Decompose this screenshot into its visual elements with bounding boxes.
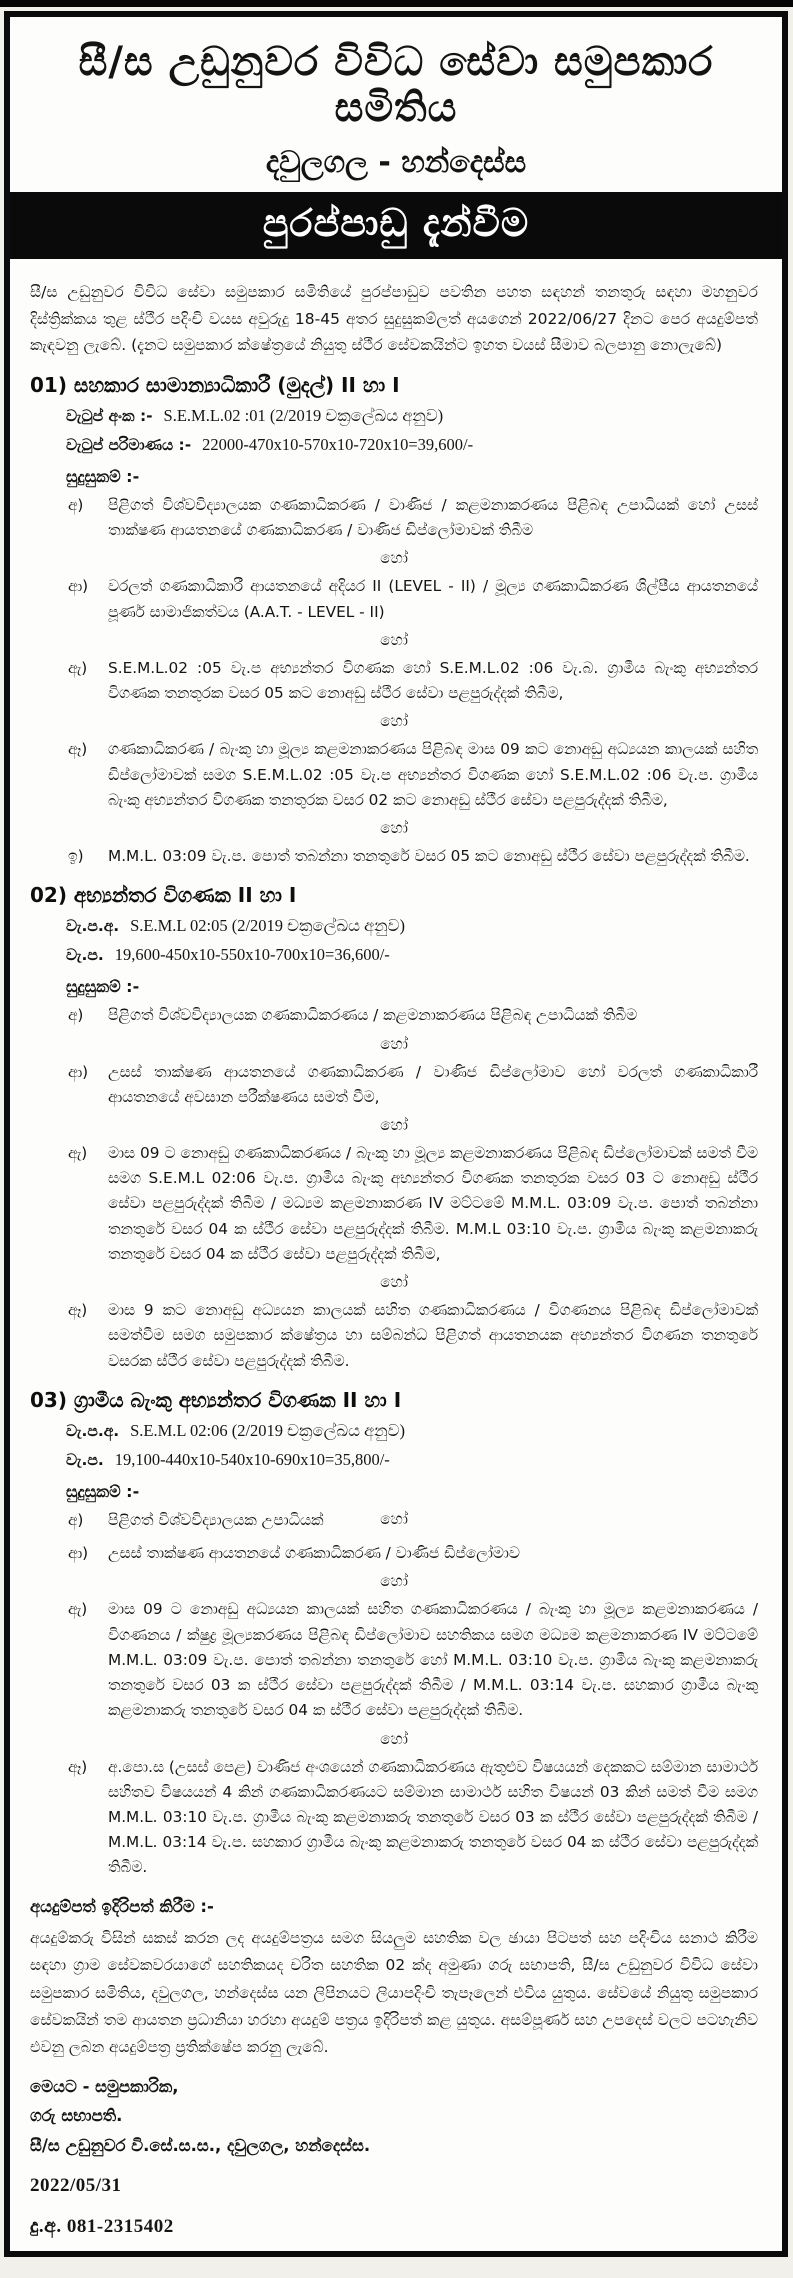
qualification-item — [68, 1541, 758, 1566]
vacancy-banner: පුරප්පාඩු දැන්වීම — [10, 192, 782, 259]
signature-line-2: ගරු සභාපති. — [30, 2106, 123, 2126]
salary-code-value: S.E.M.L 02:05 (2/2019 චක්‍රලේඛය අනුව) — [130, 916, 405, 936]
qual-letter: ඇ) — [68, 1144, 88, 1163]
qual-letter: ඈ) — [68, 740, 88, 759]
qualification-item — [68, 844, 758, 869]
position-heading: 02) අභ්‍යන්තර විගණක II හා I — [30, 883, 297, 908]
qual-letter: ආ) — [68, 1062, 89, 1081]
qual-text: අ.පො.ස (උසස් පෙළ) වාණිජ අංශයෙන් ගණකාධිකරණය ඇතුළුව විෂයයන් දෙකකට සම්මාන සාමාර්ථ සහිතව විෂයයන් 4 කින් ගණකාධිකරණයට සම්මාන සාමාර්ථ සහිත විෂයන් 03 කින් සමත් වීම සමග M.M.L. 03:10 වැ.ප. ග්‍රාමීය බැංකු කළමනාකරු තනතුරේ වසර 03 ක ස්ථීර සේවා පළපුරුද්දක් තිබීම / M.M.L. 03:14 වැ.ප. සහකාර ග්‍රාමීය බැංකු කළමනාකරු තනතුරේ වසර 04 ක ස්ථීර සේවා පළපුරුද්දක් තිබීම. — [108, 1757, 758, 1877]
top-black-strip — [0, 0, 793, 7]
qual-text: මාස 9 කට නොඅඩු අධ්‍යයන කාලයක් සහිත ගණකාධිකරණය / විගණනය පිළිබඳ ඩිප්ලෝමාවක් සමත්වීම සමග සමුපකාර ක්ෂේත්‍රය හා සම්බන්ධ පිළිගත් ආයතනයක අභ්‍යන්තර විගණන තනතුරේ වසරක ස්ථීර සේවා පළපුරුද්දක් තිබීම. — [108, 1301, 758, 1370]
position-section-2 — [30, 883, 758, 1374]
position-heading: 01) සහකාර සාමාන්‍යාධිකාරී (මුදල්) II හා I — [30, 372, 400, 397]
salary-code-row — [66, 406, 758, 426]
salary-scale-label: වැ.ප. — [66, 946, 104, 965]
or-separator: හෝ — [380, 549, 408, 568]
qual-letter: ඉ) — [68, 847, 84, 866]
intro-paragraph: සී/ස උඩුනුවර විවිධ සේවා සමුපකාර සමිතියේ පුරප්පාඩුව පවතින පහත සඳහන් තනතුරු සඳහා මහනුවර දිස්ත්‍රික්කය තුළ ස්ථීර පදිංචි වයස අවුරුදු 18-45 අතර සුදුසුකම්ලත් අයගෙන් 2022/06/27 දිනට පෙර අයදුම්පත් කැඳවනු ලැබේ. (දැනට සමුපකාර ක්ෂේත්‍රයේ නියුතු ස්ථීර සේවකයින්ට ඉහත වයස් සීමාව බලපානු නොලැබේ) — [30, 283, 758, 355]
organization-location: දවුලගල - හන්දෙස්ස — [265, 145, 527, 180]
application-paragraph: අයදුම්කරු විසින් සකස් කරන ලද අයදුම්පත්‍රය සමග සියලුම සහතික වල ඡායා පිටපත් සහ පදිංචිය සනාථ කිරීම සඳහා ග්‍රාම සේවකවරයාගේ සහතිකයද චරිත සහතික 02 ක්ද අමුණා ගරු සභාපති, සී/ස උඩුනුවර විවිධ සේවා සමුපකාර සමිතිය, දවුලගල, හන්දෙස්ස යන ලිපිනයට ලියාපදිංචි තැපෑලෙන් එවිය යුතුය. සේවයේ නියුතු සමුපකාර සේවකයින් තම ආයතන ප්‍රධානියා හරහා අයදුම් පත්‍රය ඉදිරිපත් කළ යුතුය. අසම්පූර්ණ සහ උපදෙස් වලට පටහැනිව එවනු ලබන අයදුම්පත්‍ර ප්‍රතික්ෂේප කරනු ලැබේ. — [30, 1928, 758, 2057]
qualification-item — [68, 1060, 758, 1110]
qualification-item — [68, 1755, 758, 1881]
signature-line-1: මෙයට - සමුපකාරික, — [30, 2076, 179, 2096]
qualifications-label: සුදුසුකම් :- — [66, 466, 140, 486]
salary-scale-value: 19,600-450x10-550x10-700x10=36,600/- — [114, 945, 390, 965]
qualification-item — [68, 1597, 758, 1723]
qual-letter: ඇ) — [68, 1600, 88, 1619]
qual-letter: ආ) — [68, 1544, 89, 1563]
qual-text: පිළිගත් විශ්වවිද්‍යාලයක උපාධියක් — [108, 1510, 324, 1529]
qual-letter: අ) — [68, 1510, 84, 1529]
qual-text: M.M.L. 03:09 වැ.ප. පොත් තබන්නා තනතුරේ වසර 05 කට නොඅඩු ස්ථීර සේවා පළපුරුද්දක් තිබීම. — [108, 847, 750, 866]
salary-code-value: S.E.M.L.02 :01 (2/2019 චක්‍රලේඛය අනුව) — [163, 405, 444, 425]
or-separator: හෝ — [380, 819, 408, 838]
salary-scale-value: 19,100-440x10-540x10-690x10=35,800/- — [114, 1449, 390, 1469]
qualification-item — [68, 493, 758, 543]
qual-letter: අ) — [68, 1006, 84, 1025]
or-separator: හෝ — [380, 1034, 408, 1053]
salary-scale-row — [66, 435, 758, 455]
qualification-item — [68, 737, 758, 813]
or-separator: හෝ — [380, 1572, 408, 1591]
salary-code-row — [66, 1421, 758, 1441]
organization-name: සී/ස උඩුනුවර විවිධ සේවා සමුපකාර සමිතිය — [78, 39, 714, 131]
qual-text: මාස 09 ට නොඅඩු අධ්‍යයන කාලයක් සහිත ගණකාධිකරණය / බැංකු හා මූල්‍ය කළමනාකරණය / විගණනය / ක්ෂුද්‍ර මූල්‍යකරණය පිළිබඳ ඩිප්ලෝමාව සහතිකය සමග මධ්‍යම කළමනාකරණ IV මට්ටමේ M.M.L. 03:09 වැ.ප. පොත් තබන්නා තනතුරේ හෝ M.M.L. 03:10 වැ.ප. ග්‍රාමීය බැංකු කළමනාකරු තනතුරේ වසර 03 ක ස්ථීර සේවා පළපුරුද්දක් තිබීම / M.M.L. 03:14 වැ.ප. සහකාර ග්‍රාමීය බැංකු කළමනාකරු තනතුරේ වසර 04 ක ස්ථීර සේවා පළපුරුද්දක් තිබීම. — [108, 1600, 758, 1720]
or-separator: හෝ — [380, 1729, 408, 1748]
position-heading: 03) ග්‍රාමීය බැංකු අභ්‍යන්තර විගණක II හා I — [30, 1387, 402, 1412]
qual-text: පිළිගත් විශ්වවිද්‍යාලයක ගණකාධිකරණය / කළමනාකරණය පිළිබඳ උපාධියක් තිබීම — [108, 1006, 638, 1025]
or-separator: හෝ — [380, 630, 408, 649]
qual-text: උසස් තාක්ෂණ ආයතනයේ ගණකාධිකරණ / වාණිජ ඩිප්ලෝමාව හෝ වරලත් ගණකාධිකාරී ආයතනයේ අවසාන පරීක්ෂණය සමත් වීම, — [108, 1062, 758, 1106]
salary-code-label: වැ.ප.අ. — [66, 917, 120, 936]
salary-scale-label: වැ.ප. — [66, 1450, 104, 1469]
qual-text: මාස 09 ට නොඅඩු ගණකාධිකරණය / බැංකු හා මූල්‍ය කළමනාකරණය පිළිබඳ ඩිප්ලෝමාවක් සමත් වීම සමග S.E.M.L 02:06 වැ.ප. ග්‍රාමීය බැංකු අභ්‍යන්තර විගණක තනතුරක වසර 03 ට නොඅඩු ස්ථීර සේවා පළපුරුද්දක් තිබීම / මධ්‍යම කළමනාකරණ IV මට්ටමේ M.M.L. 03:09 වැ.ප. පොත් තබන්නා තනතුරේ වසර 04 ක ස්ථීර සේවා පළපුරුද්දක් තිබීම. M.M.L 03:10 වැ.ප. ග්‍රාමීය බැංකු කළමනාකරු තනතුරේ වසර 04 ක ස්ථීර සේවා පළපුරුද්දක් තිබීම, — [108, 1144, 758, 1263]
qual-letter: ඇ) — [68, 658, 88, 677]
qualification-item — [68, 1003, 758, 1028]
qual-letter: ඈ) — [68, 1301, 88, 1320]
salary-scale-label: වැටුප් පරිමාණය :- — [66, 435, 192, 454]
qualification-item — [68, 656, 758, 706]
qual-text: ගණකාධිකරණ / බැංකු හා මූල්‍ය කළමනාකරණය පිළිබඳ මාස 09 කට නොඅඩු අධ්‍යයන කාලයක් සහිත ඩිප්ලෝමාවක් සමග S.E.M.L.02 :05 වැ.ප අභ්‍යන්තර විගණක හෝ S.E.M.L.02 :06 වැ.ප. ග්‍රාමීය බැංකු අභ්‍යන්තර විගණක තනතුරක වසර 02 කට නොඅඩු ස්ථීර සේවා පළපුරුද්දක් තිබීම, — [108, 740, 758, 809]
or-separator: හෝ — [380, 712, 408, 731]
position-section-3 — [30, 1388, 758, 1881]
phone-number: දු.අ. 081-2315402 — [30, 2215, 174, 2237]
or-separator: හෝ — [380, 1116, 408, 1135]
qual-letter: ආ) — [68, 577, 89, 596]
or-separator: හෝ — [380, 1273, 408, 1292]
qualification-item — [68, 1298, 758, 1374]
salary-code-row — [66, 916, 758, 936]
signature-address: සී/ස උඩුනුවර වි.සේ.ස.ස., දවුලගල, හන්දෙස්ස. — [30, 2135, 371, 2155]
salary-scale-row — [66, 945, 758, 965]
salary-code-label: වැටුප් අංක :- — [66, 406, 153, 425]
salary-scale-row — [66, 1450, 758, 1470]
application-heading: අයදුම්පත් ඉදිරිපත් කිරීම :- — [30, 1896, 214, 1916]
qual-text: S.E.M.L.02 :05 වැ.ප අභ්‍යන්තර විගණක හෝ S.E.M.L.02 :06 වැ.බ. ග්‍රාමීය බැංකු අභ්‍යන්තර විගණක තනතුරක වසර 05 කට නොඅඩු ස්ථීර සේවා පළපුරුද්දක් තිබීම, — [108, 658, 758, 703]
qual-text: උසස් තාක්ෂණ ආයතනයේ ගණකාධිකරණ / වාණිජ ඩිප්ලෝමාව — [108, 1544, 520, 1563]
qualification-item — [68, 1508, 758, 1533]
signature-block — [30, 2074, 758, 2242]
salary-code-label: වැ.ප.අ. — [66, 1421, 120, 1440]
salary-code-value: S.E.M.L 02:06 (2/2019 චක්‍රලේඛය අනුව) — [130, 1420, 405, 1440]
qual-text: පිළිගත් විශ්වවිද්‍යාලයක ගණකාධිකරණ / වාණිජ / කළමනාකරණය පිළිබඳ උපාධියක් හෝ උසස් තාක්ෂණ ආයතනයේ ගණකාධිකරණ / වාණිජ ඩිප්ලෝමාවක් තිබීම — [108, 495, 758, 540]
or-separator: හෝ — [380, 1510, 408, 1529]
qualifications-label: සුදුසුකම් :- — [66, 977, 140, 997]
application-section — [30, 1897, 758, 2062]
notice-content — [10, 259, 782, 2241]
qual-letter: අ) — [68, 495, 84, 514]
notice-date: 2022/05/31 — [30, 2174, 122, 2196]
qualifications-label: සුදුසුකම් :- — [66, 1481, 140, 1501]
notice-header — [10, 17, 782, 192]
position-section-1 — [30, 373, 758, 869]
salary-scale-value: 22000-470x10-570x10-720x10=39,600/- — [202, 434, 474, 454]
qual-text: වරලත් ගණකාධිකාරී ආයතනයේ අදියර II (LEVEL - II) / මූල්‍ය ගණකාධිකරණ ශිල්පීය ආයතනයේ පූර්ණ සාමාජිකත්වය (A.A.T. - LEVEL - II) — [108, 577, 758, 621]
qualification-item — [68, 1141, 758, 1267]
qualification-item — [68, 574, 758, 624]
qual-letter: ඈ) — [68, 1757, 88, 1776]
notice-frame — [4, 11, 788, 2257]
